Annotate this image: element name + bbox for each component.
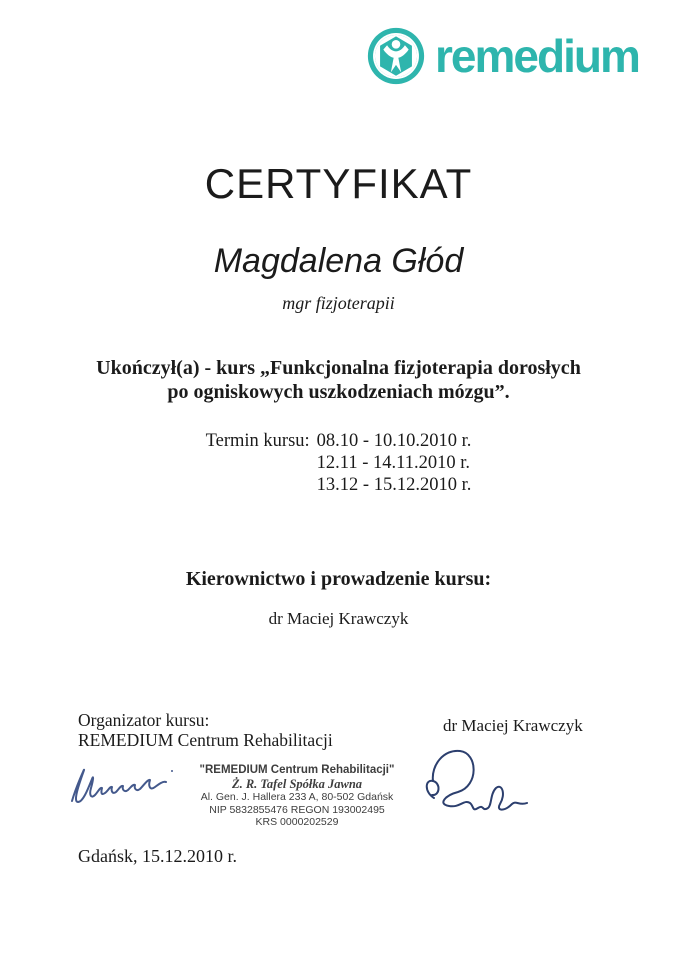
- stamp-nip-regon: NIP 5832855476 REGON 193002495: [209, 803, 385, 816]
- course-line-2: po ogniskowych uszkodzeniach mózgu”.: [167, 381, 510, 403]
- organizer-signature: [68, 757, 186, 809]
- organizer-block: [78, 711, 333, 750]
- instructor-signature: [420, 742, 588, 822]
- leadership-instructor-name: dr Maciej Krawczyk: [268, 609, 409, 628]
- course-schedule: [0, 430, 677, 496]
- brand-wordmark: remedium: [435, 30, 639, 82]
- schedule-date-2: 12.11 - 14.11.2010 r.: [316, 453, 470, 473]
- certificate-title: CERTYFIKAT: [204, 160, 473, 207]
- stamp-krs: KRS 0000202529: [255, 816, 339, 828]
- course-line-1: Ukończył(a) - kurs „Funkcjonalna fizjoterapia dorosłych: [96, 357, 581, 379]
- recipient-degree: mgr fizjoterapii: [282, 293, 395, 313]
- stamp-address: Al. Gen. J. Hallera 233 A, 80-502 Gdańsk: [200, 791, 394, 803]
- leadership-heading: Kierownictwo i prowadzenie kursu:: [185, 568, 492, 590]
- person-in-cube-circle-icon: [366, 26, 426, 86]
- course-statement: [40, 356, 637, 404]
- place-and-date: Gdańsk, 15.12.2010 r.: [78, 846, 237, 866]
- company-stamp: [193, 764, 401, 829]
- signatory-name: dr Maciej Krawczyk: [443, 716, 583, 735]
- schedule-date-1: 08.10 - 10.10.2010 r.: [316, 431, 472, 451]
- schedule-date-3: 13.12 - 15.12.2010 r.: [316, 475, 472, 495]
- organizer-label: Organizator kursu:: [78, 710, 210, 730]
- recipient-name: Magdalena Głód: [213, 242, 464, 280]
- organizer-name: REMEDIUM Centrum Rehabilitacji: [78, 729, 333, 750]
- stamp-company-name: "REMEDIUM Centrum Rehabilitacji": [199, 764, 395, 776]
- schedule-label: Termin kursu:: [205, 431, 310, 451]
- stamp-legal-name: Ż. R. Tafel Spółka Jawna: [231, 777, 363, 791]
- remedium-logo: [366, 26, 639, 86]
